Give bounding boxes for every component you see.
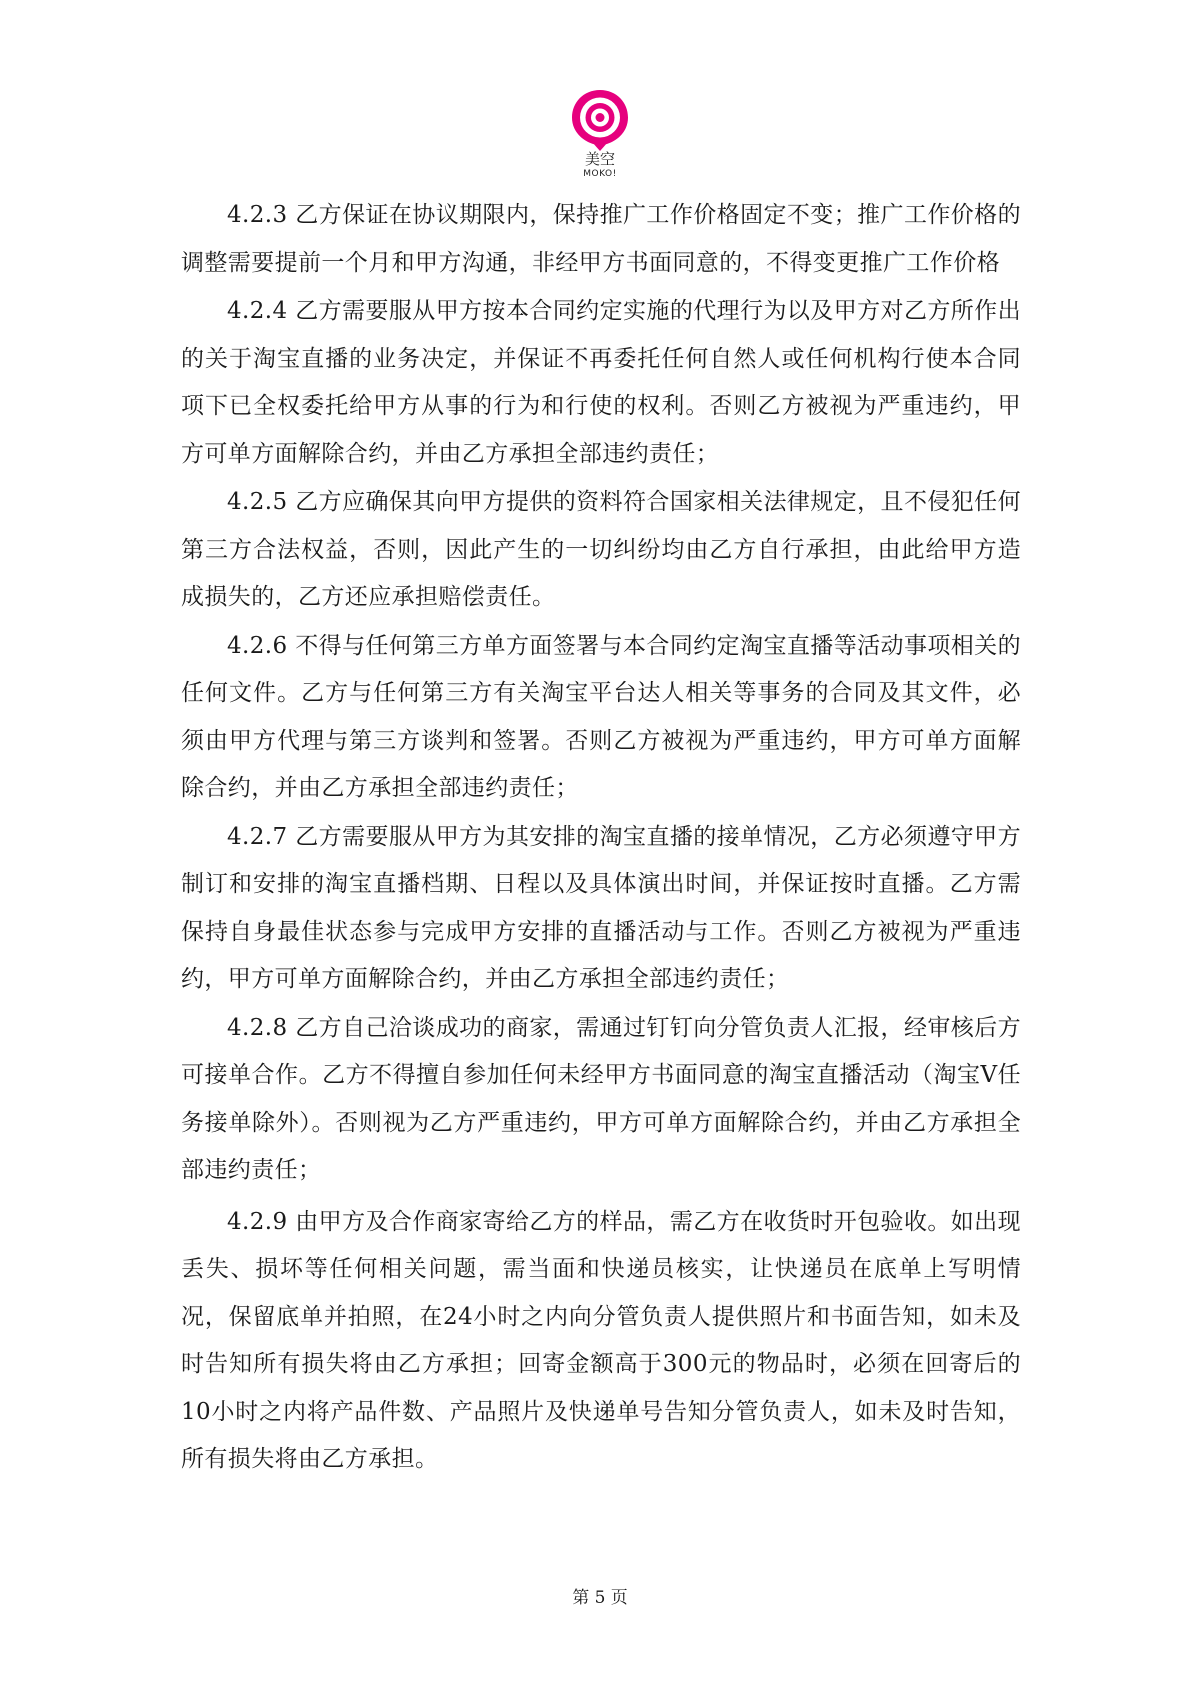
clause-4-2-5: 4.2.5 乙方应确保其向甲方提供的资料符合国家相关法律规定，且不侵犯任何第三方合法权益，否则，因此产生的一切纠纷均由乙方自行承担，由此给甲方造成损失的，乙方还应承担赔偿责任。 xyxy=(181,489,1021,610)
logo-name-en: MOKO! xyxy=(583,169,617,179)
clause-4-2-8: 4.2.8 乙方自己洽谈成功的商家，需通过钉钉向分管负责人汇报，经审核后方可接单合作。乙方不得擅自参加任何未经甲方书面同意的淘宝直播活动（淘宝V任务接单除外）。否则视为乙方严重违约，甲方可单方面解除合约，并由乙方承担全部违约责任； xyxy=(181,1014,1021,1183)
clause-4-2-4: 4.2.4 乙方需要服从甲方按本合同约定实施的代理行为以及甲方对乙方所作出的关于淘宝直播的业务决定，并保证不再委托任何自然人或任何机构行使本合同项下已全权委托给甲方从事的行为和行使的权利。否则乙方被视为严重违约，甲方可单方面解除合约，并由乙方承担全部违约责任； xyxy=(181,298,1021,467)
contract-body xyxy=(181,192,1021,1484)
logo-center-dot xyxy=(596,113,605,122)
brand-logo xyxy=(568,88,632,184)
clause-4-2-7: 4.2.7 乙方需要服从甲方为其安排的淘宝直播的接单情况，乙方必须遵守甲方制订和安排的淘宝直播档期、日程以及具体演出时间，并保证按时直播。乙方需保持自身最佳状态参与完成甲方安排的直播活动与工作。否则乙方被视为严重违约，甲方可单方面解除合约，并由乙方承担全部违约责任； xyxy=(181,823,1021,992)
clause-4-2-3: 4.2.3 乙方保证在协议期限内，保持推广工作价格固定不变；推广工作价格的调整需要提前一个月和甲方沟通，非经甲方书面同意的，不得变更推广工作价格 xyxy=(181,202,1021,276)
page-number: 第 5 页 xyxy=(572,1588,628,1608)
clause-4-2-9: 4.2.9 由甲方及合作商家寄给乙方的样品，需乙方在收货时开包验收。如出现丢失、损坏等任何相关问题，需当面和快递员核实，让快递员在底单上写明情况，保留底单并拍照，在24小时之内向分管负责人提供照片和书面告知，如未及时告知所有损失将由乙方承担；回寄金额高于300元的物品时，必须在回寄后的10小时之内将产品件数、产品照片及快递单号告知分管负责人，如未及时告知，所有损失将由乙方承担。 xyxy=(181,1208,1021,1472)
logo-name-cn: 美空 xyxy=(584,150,615,168)
clause-4-2-6: 4.2.6 不得与任何第三方单方面签署与本合同约定淘宝直播等活动事项相关的任何文件。乙方与任何第三方有关淘宝平台达人相关等事务的合同及其文件，必须由甲方代理与第三方谈判和签署。否则乙方被视为严重违约，甲方可单方面解除合约，并由乙方承担全部违约责任； xyxy=(181,632,1021,801)
target-pin-icon xyxy=(568,88,632,152)
